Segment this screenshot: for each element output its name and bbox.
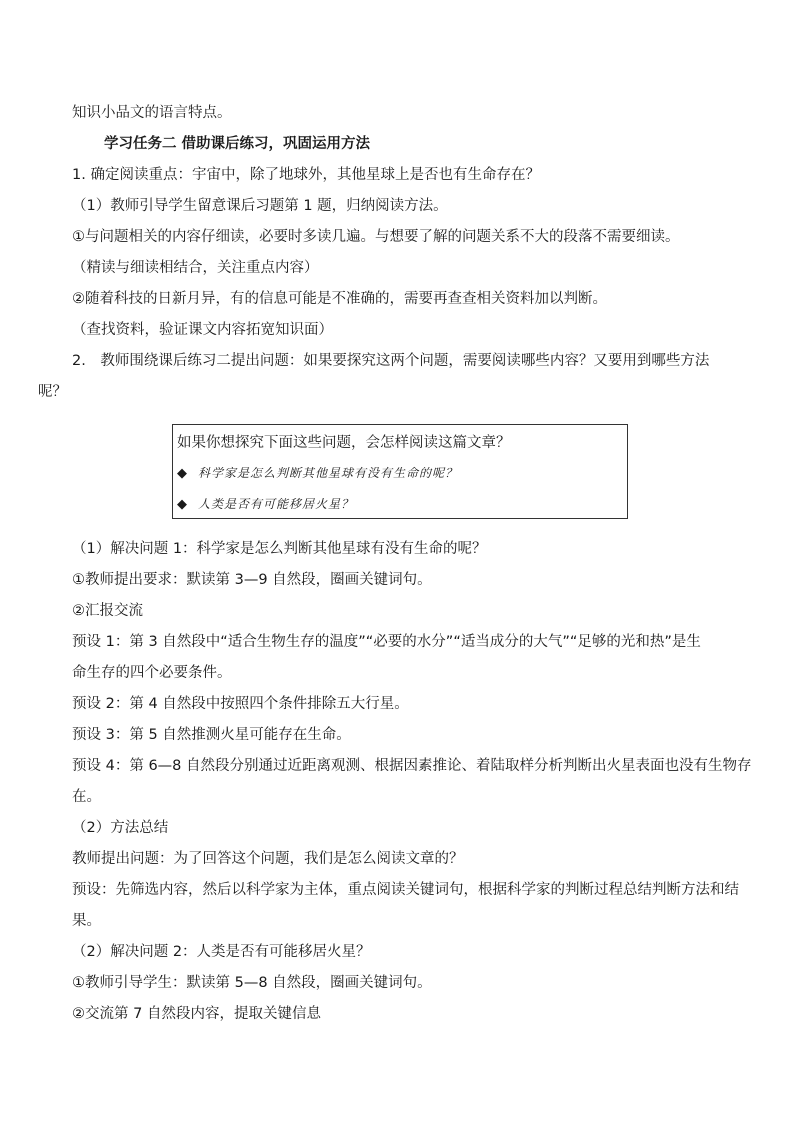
text-line: 命生存的四个必要条件。	[72, 665, 232, 681]
text-line: 1. 确定阅读重点：宇宙中，除了地球外，其他星球上是否也有生命存在？	[72, 167, 540, 183]
text-line: 2. 教师围绕课后练习二提出问题：如果要探究这两个问题，需要阅读哪些内容？又要用到哪些方法	[72, 353, 710, 369]
text-line: （查找资料，验证课文内容拓宽知识面）	[72, 322, 333, 338]
text-line: 果。	[72, 913, 101, 929]
section-heading: 学习任务二 借助课后练习，巩固运用方法	[104, 136, 371, 152]
text-line: ②汇报交流	[72, 603, 143, 619]
box-item-text: 人类是否有可能移居火星？	[198, 497, 355, 511]
box-item	[177, 464, 458, 481]
text-line: 预设：先筛选内容，然后以科学家为主体，重点阅读关键词句，根据科学家的判断过程总结判断方法和结	[72, 882, 739, 898]
text-line: （2）方法总结	[72, 820, 169, 836]
text-line: （精读与细读相结合，关注重点内容）	[72, 260, 319, 276]
text-line: （2）解决问题 2：人类是否有可能移居火星？	[72, 944, 371, 960]
text-line: 预设 4：第 6—8 自然段分别通过近距离观测、根据因素推论、着陆取样分析判断出火星表面也没有生物存	[72, 758, 752, 774]
text-line: （1）解决问题 1：科学家是怎么判断其他星球有没有生命的呢？	[72, 541, 487, 557]
question-box	[172, 424, 628, 519]
box-item-text: 科学家是怎么判断其他星球有没有生命的呢？	[198, 466, 459, 480]
text-line: （1）教师引导学生留意课后习题第 1 题，归纳阅读方法。	[72, 198, 448, 214]
text-line: 呢？	[38, 384, 67, 400]
text-line: 预设 1：第 3 自然段中“适合生物生存的温度”“必要的水分”“适当成分的大气”“足够的光和热”是生	[72, 634, 701, 650]
text-line: ①与问题相关的内容仔细读，必要时多读几遍。与想要了解的问题关系不大的段落不需要细读。	[72, 229, 680, 245]
diamond-bullet-icon: ◆	[177, 466, 188, 481]
text-line: 预设 2：第 4 自然段中按照四个条件排除五大行星。	[72, 696, 409, 712]
text-line: ②交流第 7 自然段内容，提取关键信息	[72, 1006, 321, 1022]
diamond-bullet-icon: ◆	[177, 497, 188, 512]
text-line: ①教师提出要求：默读第 3—9 自然段，圈画关键词句。	[72, 572, 432, 588]
text-line: 知识小品文的语言特点。	[72, 105, 232, 121]
text-line: ①教师引导学生：默读第 5—8 自然段，圈画关键词句。	[72, 975, 432, 991]
box-item	[177, 495, 354, 512]
text-line: 教师提出问题：为了回答这个问题，我们是怎么阅读文章的？	[72, 851, 464, 867]
text-line: ②随着科技的日新月异，有的信息可能是不准确的，需要再查查相关资料加以判断。	[72, 291, 607, 307]
box-title: 如果你想探究下面这些问题，会怎样阅读这篇文章？	[177, 435, 511, 451]
text-line: 在。	[72, 789, 101, 805]
text-line: 预设 3：第 5 自然推测火星可能存在生命。	[72, 727, 351, 743]
